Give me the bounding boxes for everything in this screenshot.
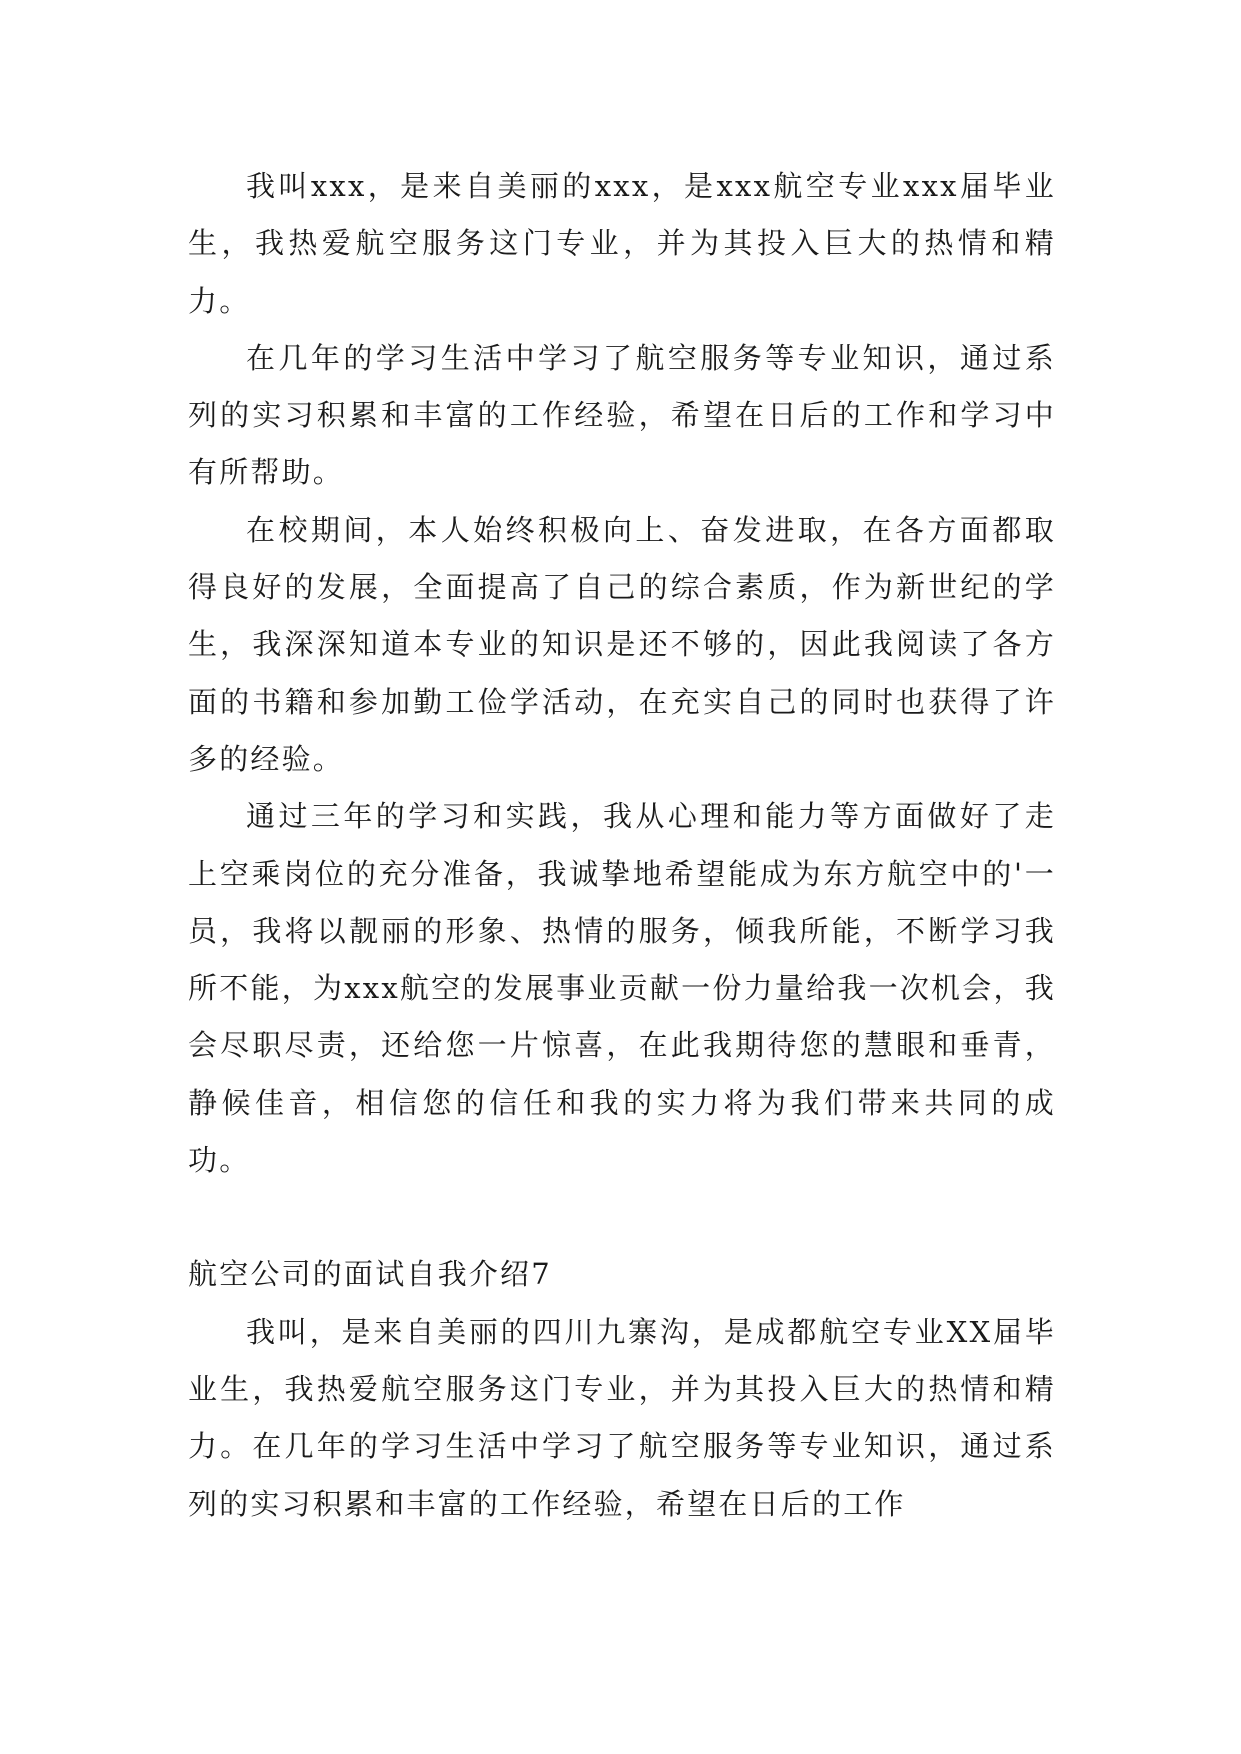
- paragraph-school: 在校期间，本人始终积极向上、奋发进取，在各方面都取得良好的发展，全面提高了自己的综合素质，作为新世纪的学生，我深深知道本专业的知识是还不够的，因此我阅读了各方面的书籍和参加勤工俭学活动，在充实自己的同时也获得了许多的经验。: [188, 512, 1056, 776]
- section-heading: 航空公司的面试自我介绍7: [188, 1257, 552, 1292]
- paragraph-practice: 通过三年的学习和实践，我从心理和能力等方面做好了走上空乘岗位的充分准备，我诚挚地希望能成为东方航空中的'一员，我将以靓丽的形象、热情的服务，倾我所能，不断学习我所不能，为xxx航空的发展事业贡献一份力量给我一次机会，我会尽职尽责，还给您一片惊喜，在此我期待您的慧眼和垂青，静候佳音，相信您的信任和我的实力将为我们带来共同的成功。: [188, 799, 1056, 1178]
- paragraph-study: 在几年的学习生活中学习了航空服务等专业知识，通过系列的实习积累和丰富的工作经验，希望在日后的工作和学习中有所帮助。: [188, 340, 1056, 490]
- paragraph-section7-intro: 我叫，是来自美丽的四川九寨沟，是成都航空专业XX届毕业生，我热爱航空服务这门专业，并为其投入巨大的热情和精力。在几年的学习生活中学习了航空服务等专业知识，通过系列的实习积累和丰富的工作经验，希望在日后的工作: [188, 1314, 1056, 1521]
- paragraph-intro: 我叫xxx，是来自美丽的xxx，是xxx航空专业xxx届毕业生，我热爱航空服务这门专业，并为其投入巨大的热情和精力。: [188, 169, 1056, 318]
- document-body: [188, 158, 1056, 1533]
